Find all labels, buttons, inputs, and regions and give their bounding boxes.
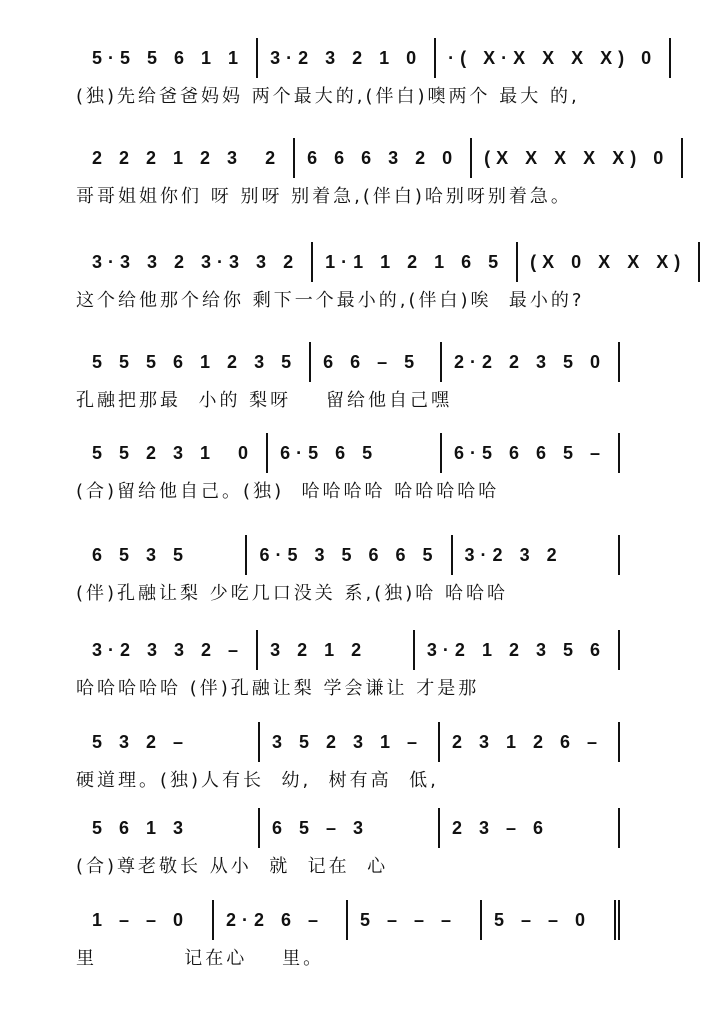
measure: 5 3 2 – — [80, 722, 260, 762]
measure: 1·1 1 2 1 6 5 — [313, 242, 518, 282]
measure: 3·2 3 3 2 – — [80, 630, 258, 670]
measure: 2 3 – 6 — [440, 808, 620, 848]
measure: 6 6 6 3 2 0 — [295, 138, 472, 178]
measure: 1 – – 0 — [80, 900, 214, 940]
lyrics-line: 哈哈哈哈哈 (伴)孔融让梨 学会谦让 才是那 — [76, 678, 480, 699]
measure: 3 5 2 3 1 – — [260, 722, 440, 762]
measure: 6 5 – 3 — [260, 808, 440, 848]
measure: 6 6 – 5 — [311, 342, 442, 382]
lyrics-line: (合)留给他自己。(独) 哈哈哈哈 哈哈哈哈哈 — [76, 481, 500, 502]
lyrics-line: (独)先给爸爸妈妈 两个最大的,(伴白)噢两个 最大 的, — [76, 86, 580, 107]
measure: 5 5 2 3 1 0 — [80, 433, 268, 473]
notes-row — [80, 900, 620, 940]
lyrics-line: 这个给他那个给你 剩下一个最小的,(伴白)唉 最小的? — [76, 290, 585, 311]
score-system — [76, 900, 620, 970]
notes-row — [80, 342, 620, 382]
score-system — [76, 535, 620, 605]
notes-row — [80, 38, 658, 78]
score-system — [76, 808, 620, 878]
measure: 5 – – 0 — [482, 900, 620, 940]
measure: 2 3 1 2 6 – — [440, 722, 620, 762]
lyrics-line: 哥哥姐姐你们 呀 别呀 别着急,(伴白)哈别呀别着急。 — [76, 186, 572, 207]
measure: 3·2 3 2 1 0 — [258, 38, 436, 78]
notes-row — [80, 242, 687, 282]
score-system — [76, 242, 687, 312]
notes-row — [80, 433, 620, 473]
measure: 6·5 6 6 5 – — [442, 433, 620, 473]
lyrics-line: 硬道理。(独)人有长 幼, 树有高 低, — [76, 770, 439, 791]
measure: 3·3 3 2 3·3 3 2 — [80, 242, 313, 282]
notes-row — [80, 808, 620, 848]
measure: (X 0 X X X) — [518, 242, 700, 282]
measure: 5 6 1 3 — [80, 808, 260, 848]
lyrics-line: (伴)孔融让梨 少吃几口没关 系,(独)哈 哈哈哈 — [76, 583, 508, 604]
score-system — [76, 138, 670, 208]
measure: 3·2 3 2 — [453, 535, 620, 575]
notes-row — [80, 535, 620, 575]
lyrics-line: 孔融把那最 小的 梨呀 留给他自己嘿 — [76, 390, 453, 411]
measure: 5 5 5 6 1 2 3 5 — [80, 342, 311, 382]
measure: 2 2 2 1 2 3 2 — [80, 138, 295, 178]
measure: 5 – – – — [348, 900, 482, 940]
measure: 6·5 6 5 — [268, 433, 442, 473]
notes-row — [80, 630, 620, 670]
score-system — [76, 342, 620, 412]
measure: 6 5 3 5 — [80, 535, 247, 575]
score-system — [76, 38, 658, 108]
measure: ·( X·X X X X) 0 — [436, 38, 671, 78]
measure: 3·2 1 2 3 5 6 — [415, 630, 620, 670]
score-system — [76, 630, 620, 700]
lyrics-line: 里 记在心 里。 — [76, 948, 325, 969]
lyrics-line: (合)尊老敬长 从小 就 记在 心 — [76, 856, 389, 877]
measure: 3 2 1 2 — [258, 630, 415, 670]
measure: 2·2 2 3 5 0 — [442, 342, 620, 382]
score-system — [76, 433, 620, 503]
notes-row — [80, 138, 670, 178]
measure: 6·5 3 5 6 6 5 — [247, 535, 452, 575]
measure: (X X X X X) 0 — [472, 138, 683, 178]
measure: 2·2 6 – — [214, 900, 348, 940]
notes-row — [80, 722, 620, 762]
score-system — [76, 722, 620, 792]
measure: 5·5 5 6 1 1 — [80, 38, 258, 78]
